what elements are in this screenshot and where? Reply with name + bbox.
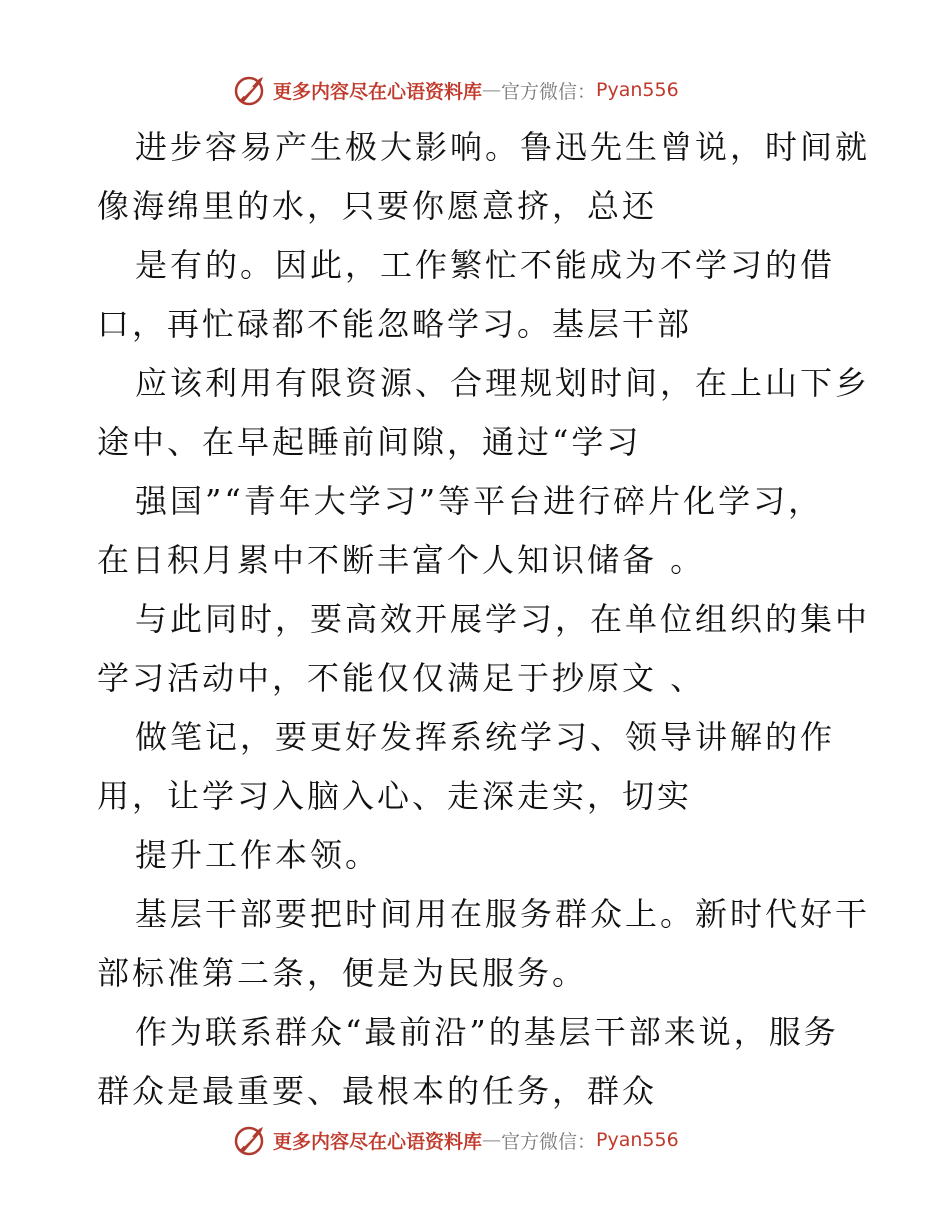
text-line: 作为联系群众“最前沿”的基层干部来说，服务 (135, 1013, 839, 1051)
text-line: 与此同时，要高效开展学习，在单位组织的集中 (135, 600, 871, 638)
text-line: 在日积月累中不断丰富个人知识储备 。 (97, 541, 706, 579)
text-line: 途中、在早起睡前间隙，通过“学习 (97, 423, 642, 461)
document-body (97, 118, 871, 1121)
text-line: 进步容易产生极大影响。鲁迅先生曾说，时间就 (135, 128, 871, 166)
header-watermark (233, 72, 679, 108)
text-line: 是有的。因此，工作繁忙不能成为不学习的借 (135, 246, 836, 284)
footer-watermark (233, 1122, 679, 1158)
watermark-dash: — (482, 1129, 502, 1151)
quill-logo-icon (233, 73, 267, 107)
watermark-dash: — (482, 79, 502, 101)
watermark-wechat-id: Pyan556 (596, 1129, 679, 1151)
text-line: 强国”“青年大学习”等平台进行碎片化学习， (135, 482, 824, 520)
text-line: 做笔记，要更好发挥系统学习、领导讲解的作 (135, 718, 836, 756)
text-line: 用，让学习入脑入心、走深走实，切实 (97, 777, 693, 815)
text-line: 口，再忙碌都不能忽略学习。基层干部 (97, 305, 693, 343)
quill-logo-icon (233, 1123, 267, 1157)
text-line: 群众是最重要、最根本的任务，群众 (97, 1072, 658, 1110)
text-line: 应该利用有限资源、合理规划时间，在上山下乡 (135, 364, 871, 402)
watermark-label: 官方微信： (501, 1130, 597, 1153)
watermark-text: 更多内容尽在心语资料库 (273, 1130, 483, 1153)
text-line: 学习活动中，不能仅仅满足于抄原文 、 (97, 659, 706, 697)
text-line: 提升工作本领。 (135, 836, 381, 874)
text-line: 部标准第二条，便是为民服务。 (97, 954, 588, 992)
text-line: 像海绵里的水，只要你愿意挤，总还 (97, 187, 658, 225)
watermark-label: 官方微信： (501, 80, 597, 103)
text-line: 基层干部要把时间用在服务群众上。新时代好干 (135, 895, 871, 933)
watermark-text: 更多内容尽在心语资料库 (273, 80, 483, 103)
watermark-wechat-id: Pyan556 (596, 79, 679, 101)
